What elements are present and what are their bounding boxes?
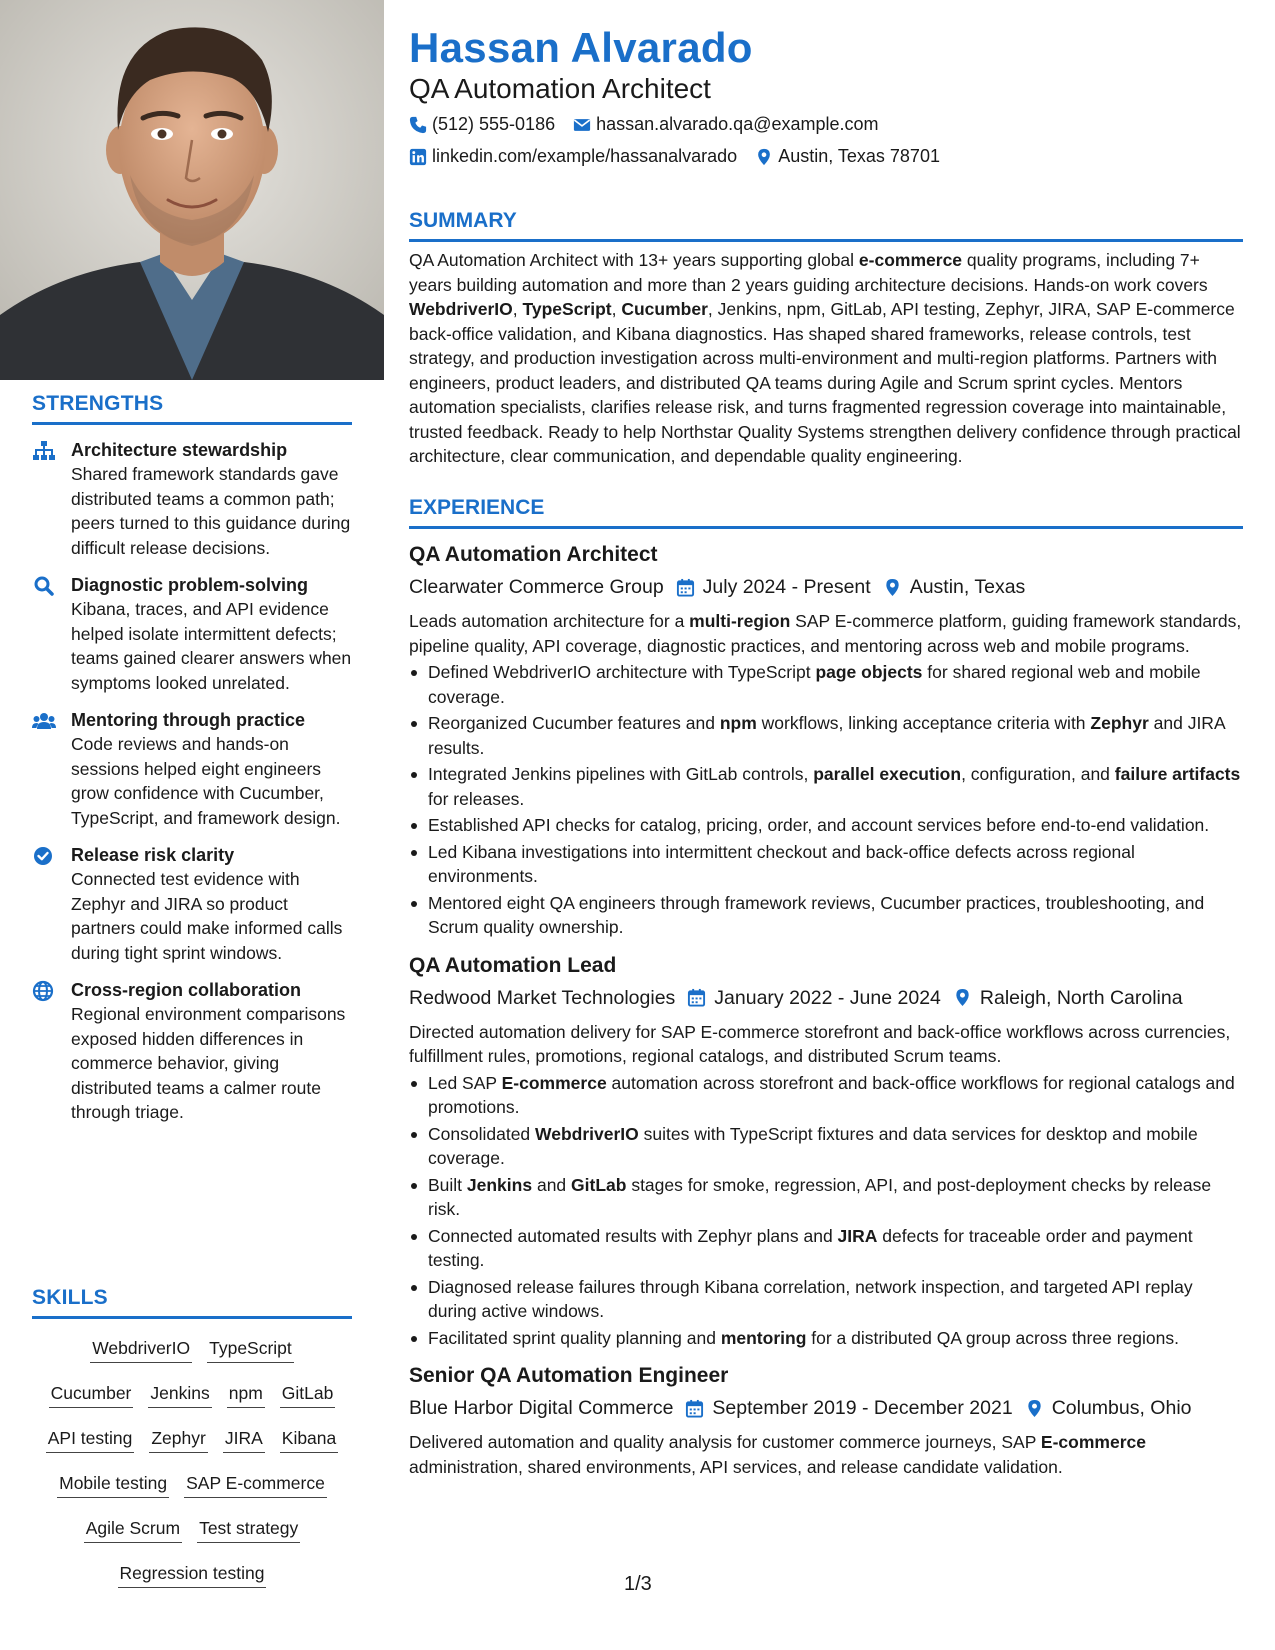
- skill-row: [32, 1372, 352, 1417]
- map-pin-icon: [953, 988, 972, 1007]
- strength-desc: Kibana, traces, and API evidence helped isolate intermittent defects; teams gained clearer answers when symptoms looked unrelated.: [71, 599, 352, 693]
- text-run: quality programs, including 7+ years building automation and more than 2 years guiding architecture decisions. Hands-on work covers: [409, 250, 1208, 295]
- skill-tag: SAP E-commerce: [184, 1471, 327, 1498]
- bullet-item: [409, 891, 1243, 940]
- bullet-item: [409, 1173, 1243, 1222]
- bullet-item: [409, 840, 1243, 889]
- phone-text: (512) 555-0186: [432, 114, 556, 134]
- bold-text: failure artifacts: [1114, 764, 1241, 784]
- text-run: Consolidated: [428, 1123, 536, 1144]
- text-run: automation across storefront and back-office workflows for regional catalogs and promotions.: [428, 1072, 1235, 1117]
- jobs-list: [409, 541, 1243, 1479]
- job-company: Redwood Market Technologies: [409, 986, 676, 1009]
- bold-text: Jenkins: [466, 1174, 533, 1195]
- bold-text: E-commerce: [501, 1072, 607, 1093]
- strength-title: Architecture stewardship: [71, 440, 288, 460]
- text-run: Integrated Jenkins pipelines with GitLab controls,: [428, 764, 814, 784]
- skill-tag: WebdriverIO: [90, 1336, 192, 1363]
- job-company: Blue Harbor Digital Commerce: [409, 1397, 674, 1419]
- calendar-icon: [687, 988, 706, 1007]
- strength-title: Release risk clarity: [71, 845, 235, 865]
- strength-item: [32, 574, 352, 695]
- text-run: stages for smoke, regression, API, and post-deployment checks by release risk.: [428, 1174, 1212, 1219]
- envelope-icon: [573, 116, 591, 134]
- job-location: Raleigh, North Carolina: [953, 984, 1183, 1012]
- candidate-role: QA Automation Architect: [409, 73, 711, 104]
- strength-desc: Connected test evidence with Zephyr and JIRA so product partners could make informed calls during tight sprint windows.: [71, 869, 343, 963]
- skill-tag: Regression testing: [118, 1561, 267, 1588]
- job-title: Senior QA Automation Engineer: [409, 1364, 729, 1387]
- profile-photo: [0, 0, 384, 380]
- skill-tag: Test strategy: [197, 1516, 300, 1543]
- bold-text: Zephyr: [1090, 713, 1149, 733]
- strength-desc: Shared framework standards gave distributed teams a common path; peers turned to this guidance during difficult release decisions.: [71, 464, 351, 558]
- contact-row-2: [409, 146, 940, 167]
- skills-list: [32, 1327, 352, 1597]
- text-run: Delivered automation and quality analysis for customer commerce journeys, SAP: [409, 1432, 1041, 1452]
- skill-row: [32, 1417, 352, 1462]
- skill-tag: Mobile testing: [57, 1471, 169, 1498]
- skill-tag: Zephyr: [149, 1426, 207, 1453]
- strength-title: Mentoring through practice: [71, 710, 305, 730]
- job-description: [409, 1430, 1243, 1479]
- text-run: Mentored eight QA engineers through framework reviews, Cucumber practices, troubleshooting, and Scrum quality ownership.: [428, 892, 1205, 937]
- job-entry: [409, 541, 1243, 940]
- strength-item: [32, 979, 352, 1125]
- text-run: ,: [512, 299, 523, 319]
- job-entry: [409, 952, 1243, 1351]
- bold-text: WebdriverIO: [409, 299, 513, 319]
- strengths-rule: [32, 422, 352, 425]
- bold-text: multi-region: [689, 611, 791, 631]
- summary-text: [409, 248, 1243, 469]
- strengths-heading: STRENGTHS: [32, 392, 164, 415]
- job-entry: [409, 1362, 1243, 1479]
- text-run: suites with TypeScript fixtures and data services for desktop and mobile coverage.: [428, 1123, 1198, 1168]
- skill-tag: GitLab: [280, 1381, 336, 1408]
- text-run: for shared regional web and mobile coverage.: [428, 662, 1201, 707]
- summary-heading: SUMMARY: [409, 209, 517, 232]
- calendar-icon: [685, 1399, 704, 1418]
- bold-text: mentoring: [720, 1327, 807, 1348]
- job-description: [409, 1020, 1243, 1069]
- job-description: [409, 609, 1243, 658]
- text-run: for a distributed QA group across three regions.: [806, 1327, 1179, 1348]
- bold-text: page objects: [815, 662, 923, 682]
- strength-desc: Code reviews and hands-on sessions helped eight engineers grow confidence with Cucumber, TypeScript, and framework design.: [71, 734, 341, 828]
- contact-location: [755, 146, 940, 167]
- skills-section: [32, 1286, 352, 1597]
- skill-row: [32, 1462, 352, 1507]
- job-bullets: [409, 1071, 1243, 1351]
- location-text: Austin, Texas 78701: [778, 146, 940, 166]
- text-run: and JIRA results.: [428, 713, 1225, 758]
- candidate-name: Hassan Alvarado: [409, 24, 753, 71]
- bullet-item: [409, 1326, 1243, 1351]
- strength-item: [32, 709, 352, 830]
- text-run: Connected automated results with Zephyr plans and: [428, 1225, 838, 1246]
- text-run: Leads automation architecture for a: [409, 611, 690, 631]
- map-pin-icon: [755, 148, 773, 166]
- text-run: SAP E-commerce platform, guiding framework standards, pipeline quality, API coverage, diagnostic practices, and mentoring across web and mobile programs.: [409, 611, 1242, 656]
- skill-tag: TypeScript: [207, 1336, 294, 1363]
- text-run: Reorganized Cucumber features and: [428, 713, 720, 733]
- text-run: Diagnosed release failures through Kibana correlation, network inspection, and targeted API replay during active windows.: [428, 1276, 1193, 1321]
- skill-tag: Kibana: [280, 1426, 339, 1453]
- calendar-icon: [676, 578, 695, 597]
- text-run: Established API checks for catalog, pricing, order, and account services before end-to-end validation.: [428, 815, 1210, 835]
- strength-title: Cross-region collaboration: [71, 980, 302, 1000]
- text-run: workflows, linking acceptance criteria with: [756, 713, 1091, 733]
- text-run: administration, shared environments, API services, and release candidate validation.: [409, 1456, 1063, 1477]
- text-run: defects for traceable order and payment testing.: [428, 1225, 1193, 1270]
- search-icon: [32, 575, 56, 597]
- contact-row-1: [409, 114, 879, 135]
- job-meta: [409, 1394, 1243, 1422]
- strength-item: [32, 844, 352, 965]
- check-circle-icon: [32, 845, 56, 867]
- bold-text: GitLab: [571, 1174, 627, 1195]
- experience-rule: [409, 526, 1243, 529]
- linkedin-icon: [409, 148, 427, 166]
- job-dates: January 2022 - June 2024: [687, 984, 941, 1012]
- bold-text: npm: [719, 713, 757, 733]
- skill-tag: API testing: [46, 1426, 135, 1453]
- bold-text: E-commerce: [1040, 1432, 1146, 1452]
- skills-heading: SKILLS: [32, 1286, 108, 1309]
- summary-section: [409, 209, 1243, 469]
- strength-title: Diagnostic problem-solving: [71, 575, 309, 595]
- job-location: Austin, Texas: [883, 573, 1026, 601]
- job-dates: July 2024 - Present: [676, 573, 871, 601]
- job-bullets: [409, 660, 1243, 940]
- strength-item: [32, 439, 352, 560]
- bullet-item: [409, 1224, 1243, 1273]
- strength-desc: Regional environment comparisons exposed hidden differences in commerce behavior, giving distributed teams a calmer route through triage.: [71, 1004, 346, 1122]
- bullet-item: [409, 711, 1243, 760]
- map-pin-icon: [1025, 1399, 1044, 1418]
- page-number: 1/3: [624, 1573, 652, 1595]
- text-run: , configuration, and: [961, 764, 1115, 784]
- bold-text: TypeScript: [522, 299, 612, 319]
- linkedin-text: linkedin.com/example/hassanalvarado: [432, 146, 738, 166]
- text-run: , Jenkins, npm, GitLab, API testing, Zephyr, JIRA, SAP E-commerce back-office validation, and Kibana diagnostics. Has shaped shared frameworks, release controls, test strategy, and production investigation across multi-environment and multi-region platforms. Partners with engineers, product leaders, and distributed QA teams during Agile and Scrum sprint cycles. Mentors automation specialists, clarifies release risk, and turns fragmented regression coverage into maintainable, trusted feedback. Ready to help Northstar Quality Systems strengthen delivery confidence through practical architecture, clear communication, and dependable quality engineering.: [409, 299, 1241, 466]
- skill-tag: Agile Scrum: [84, 1516, 182, 1543]
- text-run: QA Automation Architect with 13+ years supporting global: [409, 250, 859, 270]
- job-dates: September 2019 - December 2021: [685, 1394, 1012, 1422]
- bullet-item: [409, 660, 1243, 709]
- bullet-item: [409, 762, 1243, 811]
- skill-tag: Cucumber: [49, 1381, 134, 1408]
- bullet-item: [409, 813, 1243, 838]
- text-run: Defined WebdriverIO architecture with TypeScript: [428, 662, 816, 682]
- email-text: hassan.alvarado.qa@example.com: [596, 114, 879, 134]
- bullet-item: [409, 1275, 1243, 1324]
- text-run: Built: [428, 1174, 467, 1195]
- org-chart-icon: [32, 440, 56, 462]
- bold-text: WebdriverIO: [535, 1123, 639, 1144]
- map-pin-icon: [883, 578, 902, 597]
- bullet-item: [409, 1071, 1243, 1120]
- globe-icon: [32, 980, 56, 1002]
- skill-row: [32, 1327, 352, 1372]
- bold-text: e-commerce: [858, 250, 963, 270]
- job-title: QA Automation Lead: [409, 953, 617, 977]
- text-run: Facilitated sprint quality planning and: [428, 1327, 721, 1348]
- text-run: Directed automation delivery for SAP E-commerce storefront and back-office workflows across currencies, fulfillment rules, promotions, regional catalogs, and distributed Scrum teams.: [409, 1021, 1231, 1066]
- text-run: Led SAP: [428, 1072, 502, 1093]
- skill-row: [32, 1552, 352, 1597]
- bold-text: parallel execution: [813, 764, 962, 784]
- skill-tag: Jenkins: [148, 1381, 211, 1408]
- skill-tag: JIRA: [223, 1426, 265, 1453]
- experience-section: [409, 496, 1243, 1479]
- text-run: ,: [611, 299, 622, 319]
- job-company: Clearwater Commerce Group: [409, 576, 664, 598]
- contact-linkedin: [409, 146, 737, 167]
- skill-row: [32, 1507, 352, 1552]
- phone-icon: [409, 116, 427, 134]
- bold-text: Cucumber: [621, 299, 708, 319]
- text-run: and: [532, 1174, 572, 1195]
- job-meta: [409, 573, 1243, 601]
- text-run: for releases.: [428, 788, 525, 809]
- skills-rule: [32, 1316, 352, 1319]
- job-title: QA Automation Architect: [409, 543, 658, 566]
- summary-rule: [409, 239, 1243, 242]
- contact-phone: [409, 114, 555, 135]
- job-location: Columbus, Ohio: [1025, 1394, 1192, 1422]
- experience-heading: EXPERIENCE: [409, 496, 545, 519]
- job-meta: [409, 984, 1243, 1012]
- text-run: Led Kibana investigations into intermittent checkout and back-office defects across regional environments.: [428, 841, 1135, 886]
- sidebar: [0, 0, 384, 1650]
- bold-text: JIRA: [837, 1225, 878, 1246]
- contact-email: [573, 114, 878, 135]
- strengths-section: [32, 392, 352, 1125]
- bullet-item: [409, 1122, 1243, 1171]
- users-icon: [32, 710, 56, 732]
- skill-tag: npm: [227, 1381, 265, 1408]
